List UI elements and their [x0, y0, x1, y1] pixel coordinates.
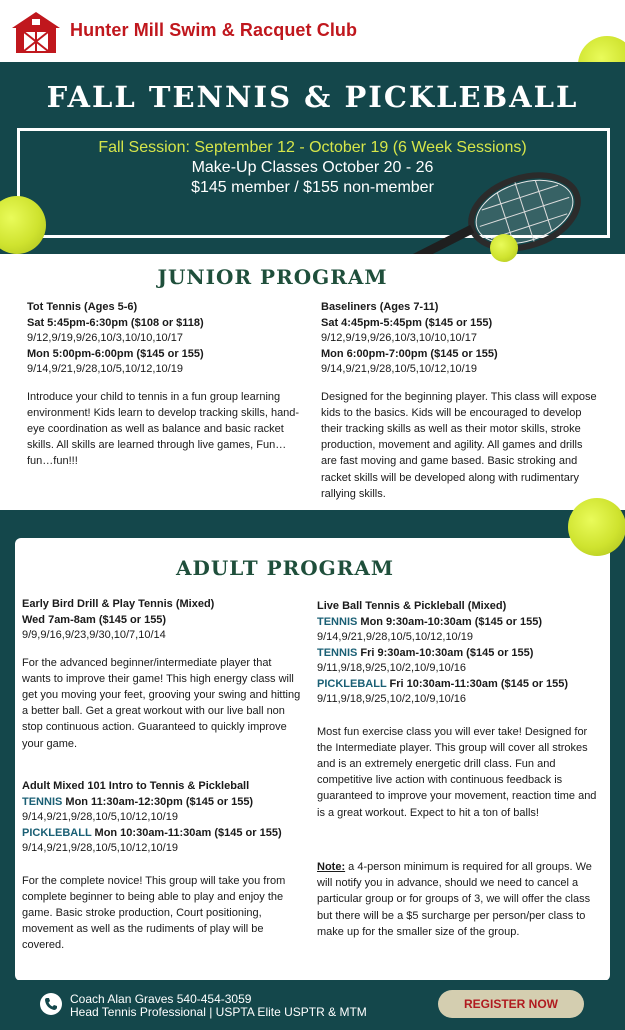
note-label: Note: [317, 861, 346, 873]
session-price: $145 member / $155 non-member [191, 179, 434, 196]
mixed-101-section [22, 779, 302, 954]
tot-description: Introduce your child to tennis in a fun group learning environment! Kids learn to develop tracking skills, hand-eye coordination as well as balance and basic racket skills. All skills are learned through live games, Fun…fun…fun!!! [27, 390, 300, 468]
junior-program-title: JUNIOR PROGRAM [157, 265, 388, 289]
live-ball-heading: Live Ball Tennis & Pickleball (Mixed) [317, 600, 507, 612]
top-bar [0, 0, 625, 62]
tennis-tag: TENNIS [317, 646, 358, 659]
live-ball-slot-3: Fri 10:30am-11:30am ($145 or 155) [386, 677, 569, 690]
baseliners-section [321, 300, 599, 502]
early-bird-description: For the advanced beginner/intermediate player that wants to improve their game! This high energy class will get you moving your feet, grooving your swing and hitting a better ball. Get a great workout with our live ball non stop continuous action. Guaranteed to quickly improve your game. [22, 656, 301, 750]
live-ball-slot-1: Mon 9:30am-10:30am ($145 or 155) [357, 615, 542, 628]
note-text: a 4-person minimum is required for all groups. We will notify you in advance, should we need to cancel a particular group or for groups of 3, we will offer the class but there will be a $5 surcharge per person/per class to make up for the smaller size of the group. [317, 861, 592, 938]
early-bird-dates: 9/9,9/16,9/23,9/30,10/7,10/14 [22, 629, 166, 641]
coach-title: Head Tennis Professional | USPTA Elite USPTR & MTM [70, 1005, 367, 1019]
baseliners-heading: Baseliners (Ages 7-11) [321, 301, 439, 313]
coach-contact [70, 993, 367, 1019]
tot-dates-1: 9/12,9/19,9/26,10/3,10/10,10/17 [27, 332, 183, 344]
pickleball-tag: PICKLEBALL [22, 826, 92, 839]
session-dates: Fall Session: September 12 - October 19 (6 Week Sessions) [98, 139, 527, 156]
live-ball-dates-1: 9/14,9/21,9/28,10/5,10/12,10/19 [317, 631, 473, 643]
live-ball-slot-2: Fri 9:30am-10:30am ($145 or 155) [357, 646, 534, 659]
makeup-dates: Make-Up Classes October 20 - 26 [191, 159, 434, 176]
tennis-ball-icon [568, 498, 625, 556]
coach-name-phone: Coach Alan Graves 540-454-3059 [70, 992, 252, 1006]
register-now-button[interactable]: REGISTER NOW [438, 990, 584, 1018]
early-bird-section [22, 597, 302, 752]
baseliners-description: Designed for the beginning player. This class will expose kids to the basics. Kids will be encouraged to develop their tracking skills as well as their motor skills, stroke production, movement and agility. All games and drills are fast moving and game based. Basic stroking and racket skills will be developed along with rudimentary rallying skills. [321, 390, 597, 500]
barn-logo-icon [10, 10, 62, 54]
adult-program-title: ADULT PROGRAM [175, 556, 395, 580]
tennis-tag: TENNIS [317, 615, 358, 628]
mixed-101-description: For the complete novice! This group will take you from complete beginner to being able to play and enjoy the game. Basic stroke production, Court positioning, movement as well as the rudiments of play will be covered. [22, 874, 286, 952]
mixed-101-dates-1: 9/14,9/21,9/28,10/5,10/12,10/19 [22, 811, 178, 823]
baseliners-dates-1: 9/12,9/19,9/26,10/3,10/10,10/17 [321, 332, 477, 344]
live-ball-section [317, 599, 603, 821]
note-section [317, 859, 603, 940]
tennis-ball-icon [490, 234, 518, 262]
club-name: Hunter Mill Swim & Racquet Club [70, 20, 358, 40]
baseliners-slot-2: Mon 6:00pm-7:00pm ($145 or 155) [321, 347, 498, 360]
tennis-racket-icon [365, 170, 590, 254]
live-ball-dates-2: 9/11,9/18,9/25,10/2,10/9,10/16 [317, 662, 467, 674]
tot-slot-1: Sat 5:45pm-6:30pm ($108 or $118) [27, 316, 204, 329]
early-bird-slot: Wed 7am-8am ($145 or 155) [22, 613, 167, 626]
tennis-tag: TENNIS [22, 795, 63, 808]
tot-tennis-heading: Tot Tennis (Ages 5-6) [27, 301, 138, 313]
live-ball-dates-3: 9/11,9/18,9/25,10/2,10/9,10/16 [317, 693, 467, 705]
mixed-101-heading: Adult Mixed 101 Intro to Tennis & Pickleball [22, 780, 250, 792]
tot-tennis-section [27, 300, 307, 470]
phone-icon [40, 993, 62, 1015]
early-bird-heading: Early Bird Drill & Play Tennis (Mixed) [22, 598, 215, 610]
mixed-101-slot-2: Mon 10:30am-11:30am ($145 or 155) [91, 826, 282, 839]
live-ball-description: Most fun exercise class you will ever take! Designed for the Intermediate player. This group will cover all strokes and is an extremely energetic drill class. Fun and competitive live action with continuous feedback is guaranteed to improve your movement, reaction time and is a great workout. Expect to hit a ton of balls! [317, 725, 597, 819]
mixed-101-slot-1: Mon 11:30am-12:30pm ($145 or 155) [62, 795, 254, 808]
baseliners-slot-1: Sat 4:45pm-5:45pm ($145 or 155) [321, 316, 493, 329]
tot-dates-2: 9/14,9/21,9/28,10/5,10/12,10/19 [27, 363, 183, 375]
hero-banner [0, 62, 625, 254]
mixed-101-dates-2: 9/14,9/21,9/28,10/5,10/12,10/19 [22, 842, 178, 854]
baseliners-dates-2: 9/14,9/21,9/28,10/5,10/12,10/19 [321, 363, 477, 375]
tot-slot-2: Mon 5:00pm-6:00pm ($145 or 155) [27, 347, 204, 360]
page-title: FALL TENNIS & PICKLEBALL [46, 80, 579, 114]
pickleball-tag: PICKLEBALL [317, 677, 387, 690]
